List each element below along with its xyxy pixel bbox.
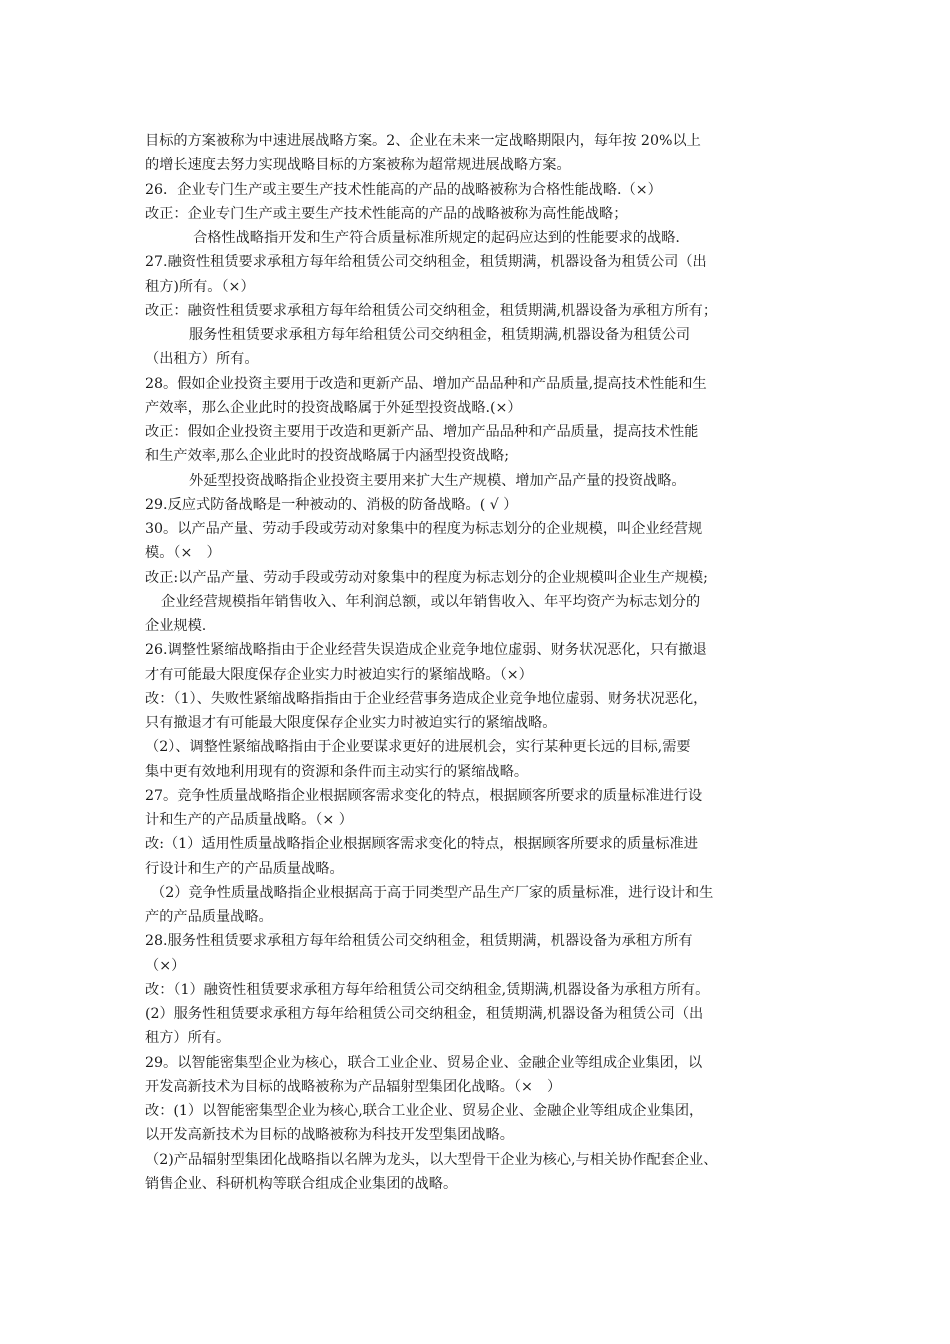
text-line: 以开发高新技术为目标的战略被称为科技开发型集团战略。 [145,1127,514,1144]
text-line: 的增长速度去努力实现战略目标的方案被称为超常规进展战略方案。 [145,157,571,174]
text-line: 26．企业专门生产或主要生产技术性能高的产品的战略被称为合格性能战略.（×） [145,181,662,198]
text-line: 计和生产的产品质量战略。（× ） [145,812,353,828]
text-line: 销售企业、科研机构等联合组成企业集团的战略。 [145,1175,458,1192]
text-line: 租方)所有。（×） [145,278,255,295]
text-line: 模。（× ） [145,545,221,562]
text-line: 产效率，那么企业此时的投资战略属于外延型投资战略.(×） [145,399,522,416]
text-line: 29。以智能密集型企业为核心，联合工业企业、贸易企业、金融企业等组成企业集团，以 [145,1054,703,1071]
text-line: 改：（1）融资性租赁要求承租方每年给租赁公司交纳租金,赁期满,机器设备为承租方所有。 [145,981,710,998]
text-line: 集中更有效地利用现有的资源和条件而主动实行的紧缩战略。 [145,763,529,780]
text-line: 改正：企业专门生产或主要生产技术性能高的产品的战略被称为高性能战略； [145,205,628,222]
text-line: （2）、调整性紧缩战略指由于企业要谋求更好的进展机会，实行某种更长远的目标,需要 [145,739,691,756]
text-line: (2）服务性租赁要求承租方每年给租赁公司交纳租金，租赁期满,机器设备为租赁公司（出 [145,1006,704,1022]
text-line: 租方）所有。 [145,1030,231,1047]
text-line: 企业规模. [145,618,207,634]
text-line: （出租方）所有。 [145,351,259,368]
text-line: 29.反应式防备战略是一种被动的、消极的防备战略。( √ ） [145,496,518,513]
text-line: 合格性战略指开发和生产符合质量标准所规定的起码应达到的性能要求的战略. [193,230,680,246]
text-line: 目标的方案被称为中速进展战略方案。2、企业在未来一定战略期限内，每年按 20%以上 [145,133,701,149]
text-line: 产的产品质量战略。 [145,909,273,925]
text-line: 才有可能最大限度保存企业实力时被迫实行的紧缩战略。（×） [145,666,533,683]
text-line: 27.融资性租赁要求承租方每年给租赁公司交纳租金，租赁期满，机器设备为租赁公司（出 [145,254,707,271]
text-line: （2)产品辐射型集团化战略指以名牌为龙头，以大型骨干企业为核心,与相关协作配套企业、 [145,1151,718,1168]
text-line: 改正:以产品产量、劳动手段或劳动对象集中的程度为标志划分的企业规模叫企业生产规模; [145,569,708,586]
text-line: 改正：融资性租赁要求承租方每年给租赁公司交纳租金，租赁期满,机器设备为承租方所有； [145,302,718,319]
text-line: 和生产效率,那么企业此时的投资战略属于内涵型投资战略; [145,448,509,465]
text-line: 30。以产品产量、劳动手段或劳动对象集中的程度为标志划分的企业规模，叫企业经营规 [145,521,703,537]
text-line: 26.调整性紧缩战略指由于企业经营失误造成企业竞争地位虚弱、财务状况恶化，只有撤退 [145,642,707,659]
text-line: 28。假如企业投资主要用于改造和更新产品、增加产品品种和产品质量,提高技术性能和生 [145,375,707,392]
text-line: 企业经营规模指年销售收入、年利润总额，或以年销售收入、年平均资产为标志划分的 [161,593,701,610]
text-line: （2）竞争性质量战略指企业根据高于高于同类型产品生产厂家的质量标准，进行设计和生 [151,884,714,901]
document-body [145,129,815,1196]
text-line: 改:（1）适用性质量战略指企业根据顾客需求变化的特点，根据顾客所要求的质量标准进 [145,836,698,853]
text-line: 外延型投资战略指企业投资主要用来扩大生产规模、增加产品产量的投资战略。 [189,472,686,489]
text-line: 开发高新技术为目标的战略被称为产品辐射型集团化战略。（× ） [145,1078,562,1095]
text-line: 28.服务性租赁要求承租方每年给租赁公司交纳租金，租赁期满，机器设备为承租方所有 [145,933,693,950]
text-line: 改：（1）、失败性紧缩战略指指由于企业经营事务造成企业竞争地位虚弱、财务状况恶化， [145,690,708,707]
text-line: 改：(1）以智能密集型企业为核心,联合工业企业、贸易企业、金融企业等组成企业集团， [145,1103,704,1119]
text-line: 27。竞争性质量战略指企业根据顾客需求变化的特点，根据顾客所要求的质量标准进行设 [145,787,703,804]
text-line: 只有撤退才有可能最大限度保存企业实力时被迫实行的紧缩战略。 [145,715,557,731]
text-line: （×） [145,957,186,974]
text-line: 行设计和生产的产品质量战略。 [145,860,344,877]
text-line: 改正：假如企业投资主要用于改造和更新产品、增加产品品种和产品质量，提高技术性能 [145,424,699,440]
text-line: 服务性租赁要求承租方每年给租赁公司交纳租金，租赁期满,机器设备为租赁公司 [189,327,691,343]
